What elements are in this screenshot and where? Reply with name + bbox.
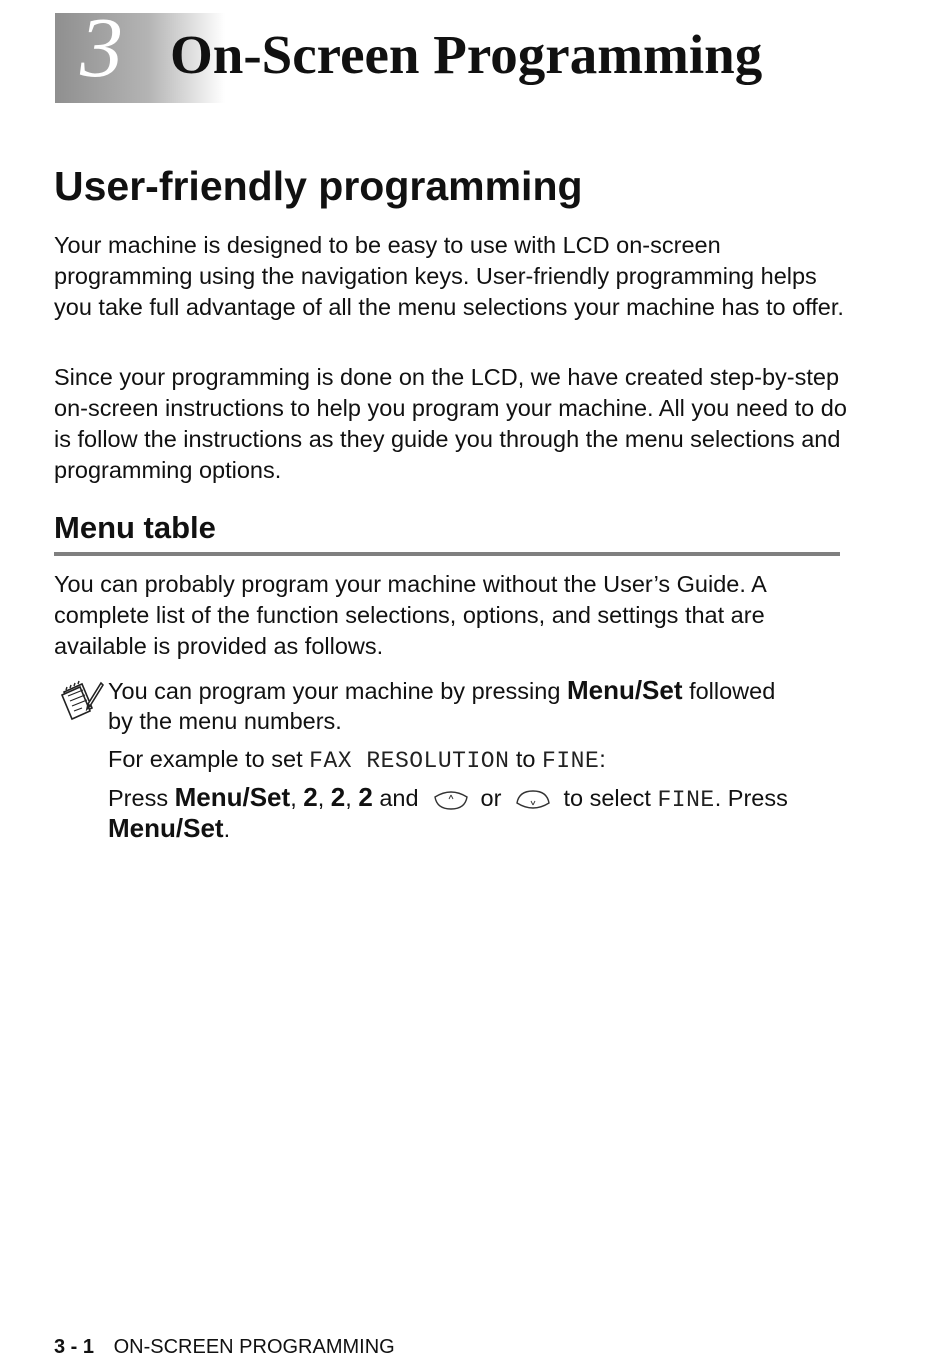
footer-label: ON-SCREEN PROGRAMMING: [113, 1336, 395, 1358]
note-text: to: [515, 746, 536, 772]
note-pencil-icon: [58, 678, 104, 724]
lcd-paragraph: Since your programming is done on the LCD, we have created step-by-step on-screen instructions to help you program your machine. All you need to do is follow the instructions as they guide you through the menu selections and programming options.: [54, 364, 847, 483]
note-text: For example to set: [108, 746, 303, 772]
note-example: [108, 744, 606, 777]
note-text: . Press: [714, 785, 788, 811]
section-heading: User-friendly programming: [54, 163, 583, 209]
lcd-text: FINE: [542, 748, 600, 774]
page-footer: [54, 1334, 395, 1360]
note-text: .: [223, 816, 231, 842]
note-text: ,: [290, 785, 297, 811]
note-text: followed: [689, 678, 776, 704]
menu-set-key-label: Menu/Set: [174, 782, 291, 812]
note-text: Press: [108, 785, 169, 811]
lcd-text: FAX RESOLUTION: [309, 748, 510, 774]
heading-rule: [54, 552, 840, 556]
note-text: ,: [317, 785, 325, 811]
intro-paragraph: Your machine is designed to be easy to use with LCD on-screen programming using the navigation keys. User-friendly programming helps you take full advantage of all the menu selections your machine has to offer.: [54, 232, 844, 320]
note-text: You can program your machine by pressing: [108, 678, 561, 704]
note-steps: [108, 782, 788, 816]
note-text: and: [379, 785, 419, 811]
key-number: 2: [358, 782, 373, 812]
key-number: 2: [330, 782, 346, 812]
note-steps-end: [108, 813, 230, 845]
up-arrow-key-icon: [433, 789, 469, 811]
note-text: or: [480, 785, 502, 811]
down-arrow-key-icon: [515, 789, 551, 811]
menu-table-heading: Menu table: [54, 510, 216, 545]
lcd-text: FINE: [657, 787, 715, 813]
note-line-1: [108, 675, 775, 707]
chapter-title: On-Screen Programming: [170, 24, 763, 85]
note-text: to select: [563, 785, 651, 811]
note-text: ,: [345, 785, 352, 811]
page-number: 3 - 1: [54, 1336, 95, 1358]
menu-table-paragraph: You can probably program your machine without the User’s Guide. A complete list of the function selections, options, and settings that are available is provided as follows.: [54, 571, 766, 659]
chapter-number: 3: [80, 0, 123, 95]
note-line-2: by the menu numbers.: [108, 708, 342, 734]
key-number: 2: [303, 782, 318, 812]
note-text: :: [599, 746, 606, 772]
menu-set-key-label: Menu/Set: [108, 813, 224, 843]
menu-set-key-label: Menu/Set: [566, 675, 683, 705]
